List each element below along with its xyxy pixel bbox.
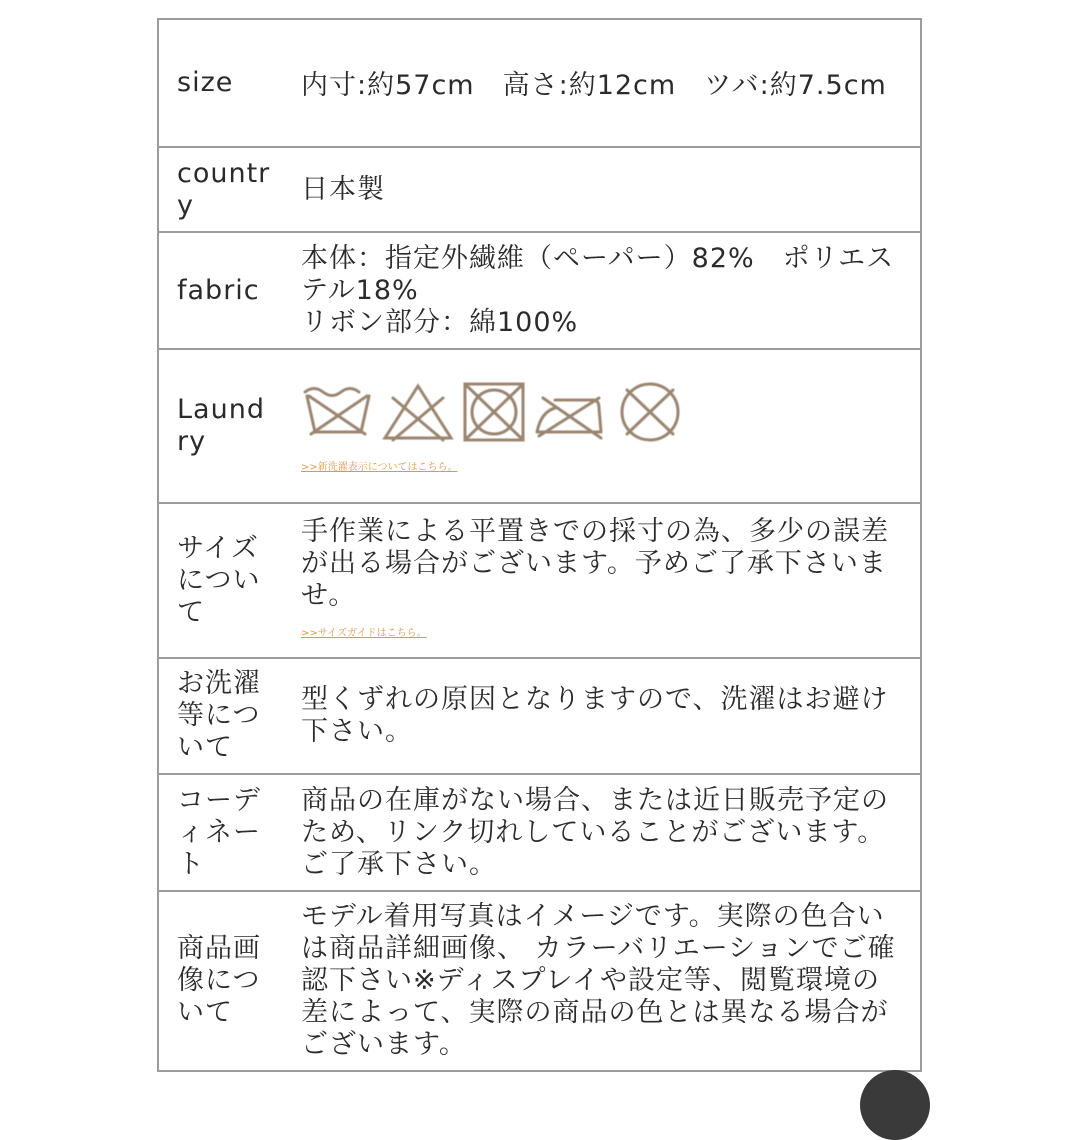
spec-row-washing: [158, 658, 921, 774]
iron-low-icon: [533, 382, 607, 442]
spec-row-size: [158, 19, 921, 147]
spec-label-country: country: [158, 147, 287, 232]
no-bleach-icon: [381, 382, 455, 442]
spec-row-laundry: [158, 349, 921, 503]
product-spec-table: [157, 18, 922, 1072]
no-dry-clean-icon: [613, 380, 687, 444]
spec-value-country: 日本製: [287, 147, 921, 232]
laundry-icons: [301, 380, 898, 444]
spec-label-laundry: Laundry: [158, 349, 287, 503]
spec-value-fabric: [287, 232, 921, 349]
spec-row-country: [158, 147, 921, 232]
spec-value-coordinate: 商品の在庫がない場合、または近日販売予定のため、リンク切れしていることがございます。ご了承下さい。: [287, 774, 921, 891]
spec-label-coordinate: コーディネート: [158, 774, 287, 891]
spec-row-coordinate: [158, 774, 921, 891]
spec-label-image-note: 商品画像について: [158, 891, 287, 1071]
spec-value-laundry: [287, 349, 921, 503]
spec-row-fabric: [158, 232, 921, 349]
size-guide-link[interactable]: >>サイズガイドはこちら。: [301, 628, 427, 639]
spec-label-size-note: サイズについて: [158, 503, 287, 658]
spec-value-size-note: [287, 503, 921, 658]
size-note-text: 手作業による平置きでの採寸の為、多少の誤差が出る場合がございます。予めご了承下さいませ。: [301, 516, 889, 611]
no-wash-icon: [301, 382, 375, 442]
spec-label-fabric: fabric: [158, 232, 287, 349]
no-tumble-dry-icon: [461, 380, 527, 444]
scroll-top-button[interactable]: [860, 1070, 930, 1140]
fabric-ribbon-text: リボン部分：綿100%: [301, 306, 579, 338]
spec-value-size: 内寸:約57cm 高さ:約12cm ツバ:約7.5cm: [287, 19, 921, 147]
spec-value-washing: 型くずれの原因となりますので、洗濯はお避け下さい。: [287, 658, 921, 774]
spec-value-image-note: モデル着用写真はイメージです。実際の色合いは商品詳細画像、 カラーバリエーションでご確認下さい※ディスプレイや設定等、閲覧環境の差によって、実際の商品の色とは異なる場合がございます。: [287, 891, 921, 1071]
spec-label-washing: お洗濯等について: [158, 658, 287, 774]
spec-row-size-note: [158, 503, 921, 658]
spec-label-size: size: [158, 19, 287, 147]
spec-row-image-note: [158, 891, 921, 1071]
fabric-main-text: 本体：指定外繊維（ペーパー）82% ポリエステル18%: [301, 242, 895, 306]
laundry-guide-link[interactable]: >>新洗濯表示についてはこちら。: [301, 462, 458, 473]
